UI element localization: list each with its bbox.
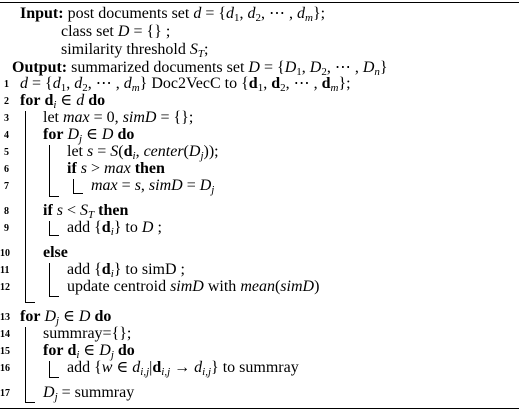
algo-line-6: 6 if s > max then bbox=[4, 160, 165, 177]
algo-line-7: 7 max = s, simD = $D_j$ bbox=[4, 177, 215, 196]
block-end-for-1 bbox=[25, 302, 35, 303]
block-end-else bbox=[49, 296, 59, 297]
block-bar-for-3 bbox=[25, 327, 26, 402]
bottom-rule bbox=[0, 408, 519, 409]
block-end-for-2 bbox=[49, 196, 59, 197]
block-bar-for-2 bbox=[49, 145, 50, 196]
threshold-line: similarity threshold $S_T$; bbox=[61, 41, 209, 60]
class-set-line: class set D = {} ; bbox=[61, 23, 171, 40]
algo-line-3: 3 let max = 0, simD = {}; bbox=[4, 109, 194, 126]
algo-line-14: 14 summray={}; bbox=[0, 325, 132, 342]
algo-line-9: 9 add $\{d_i\}$ to D ; bbox=[4, 219, 162, 238]
top-rule bbox=[0, 2, 519, 3]
algo-line-1: 1 $d = \{d_1$, $d_2$, ⋯ , $d_m$} Doc2VecC to {$d_1$, $d_2$, ⋯ , $d_m$}; bbox=[4, 75, 351, 94]
algo-line-4: 4 for $D_j$ ∈ D do bbox=[4, 126, 135, 145]
block-end-if-2 bbox=[49, 235, 59, 236]
block-bar-if-2 bbox=[49, 221, 50, 235]
algo-line-17: 17 $D_j$ = summray bbox=[0, 384, 135, 403]
algo-line-11: 11 add $\{d_i\}$ to simD ; bbox=[0, 261, 185, 280]
block-end-if-1 bbox=[73, 193, 83, 194]
output-line: Output: summarized documents set $D = \{D_1$, $D_2$, ⋯ , $D_n$} bbox=[12, 59, 388, 78]
block-bar-for-1 bbox=[25, 111, 26, 302]
block-bar-else bbox=[49, 263, 50, 296]
input-line: Input: post documents set $d = \{d_1$, $d_2$, ⋯ , $d_m$}; bbox=[20, 5, 326, 24]
block-bar-for-4 bbox=[49, 361, 50, 377]
algo-line-16: 16 add {w ∈ $d_{i,j}|d_{i,j} \to d_{i,j}$} to summray bbox=[0, 359, 299, 378]
algo-line-15: 15 for $d_i$ ∈ $D_j$ do bbox=[0, 342, 135, 361]
algo-line-5: 5 let $s = S(d_i$, $center(D_j)$); bbox=[4, 143, 219, 162]
block-bar-if-1 bbox=[73, 179, 74, 193]
algo-line-2: 2 for $d_i$ ∈ d do bbox=[4, 92, 106, 111]
algo-line-8: 8 if $s < S_T$ then bbox=[4, 202, 129, 221]
algo-line-12: 12 update centroid simD with mean(simD) bbox=[0, 278, 320, 295]
algo-line-10: 10 else bbox=[0, 244, 68, 261]
algo-line-13: 13 for $D_j$ ∈ D do bbox=[0, 308, 112, 327]
block-end-for-4 bbox=[49, 377, 59, 378]
block-end-for-3 bbox=[25, 402, 35, 403]
